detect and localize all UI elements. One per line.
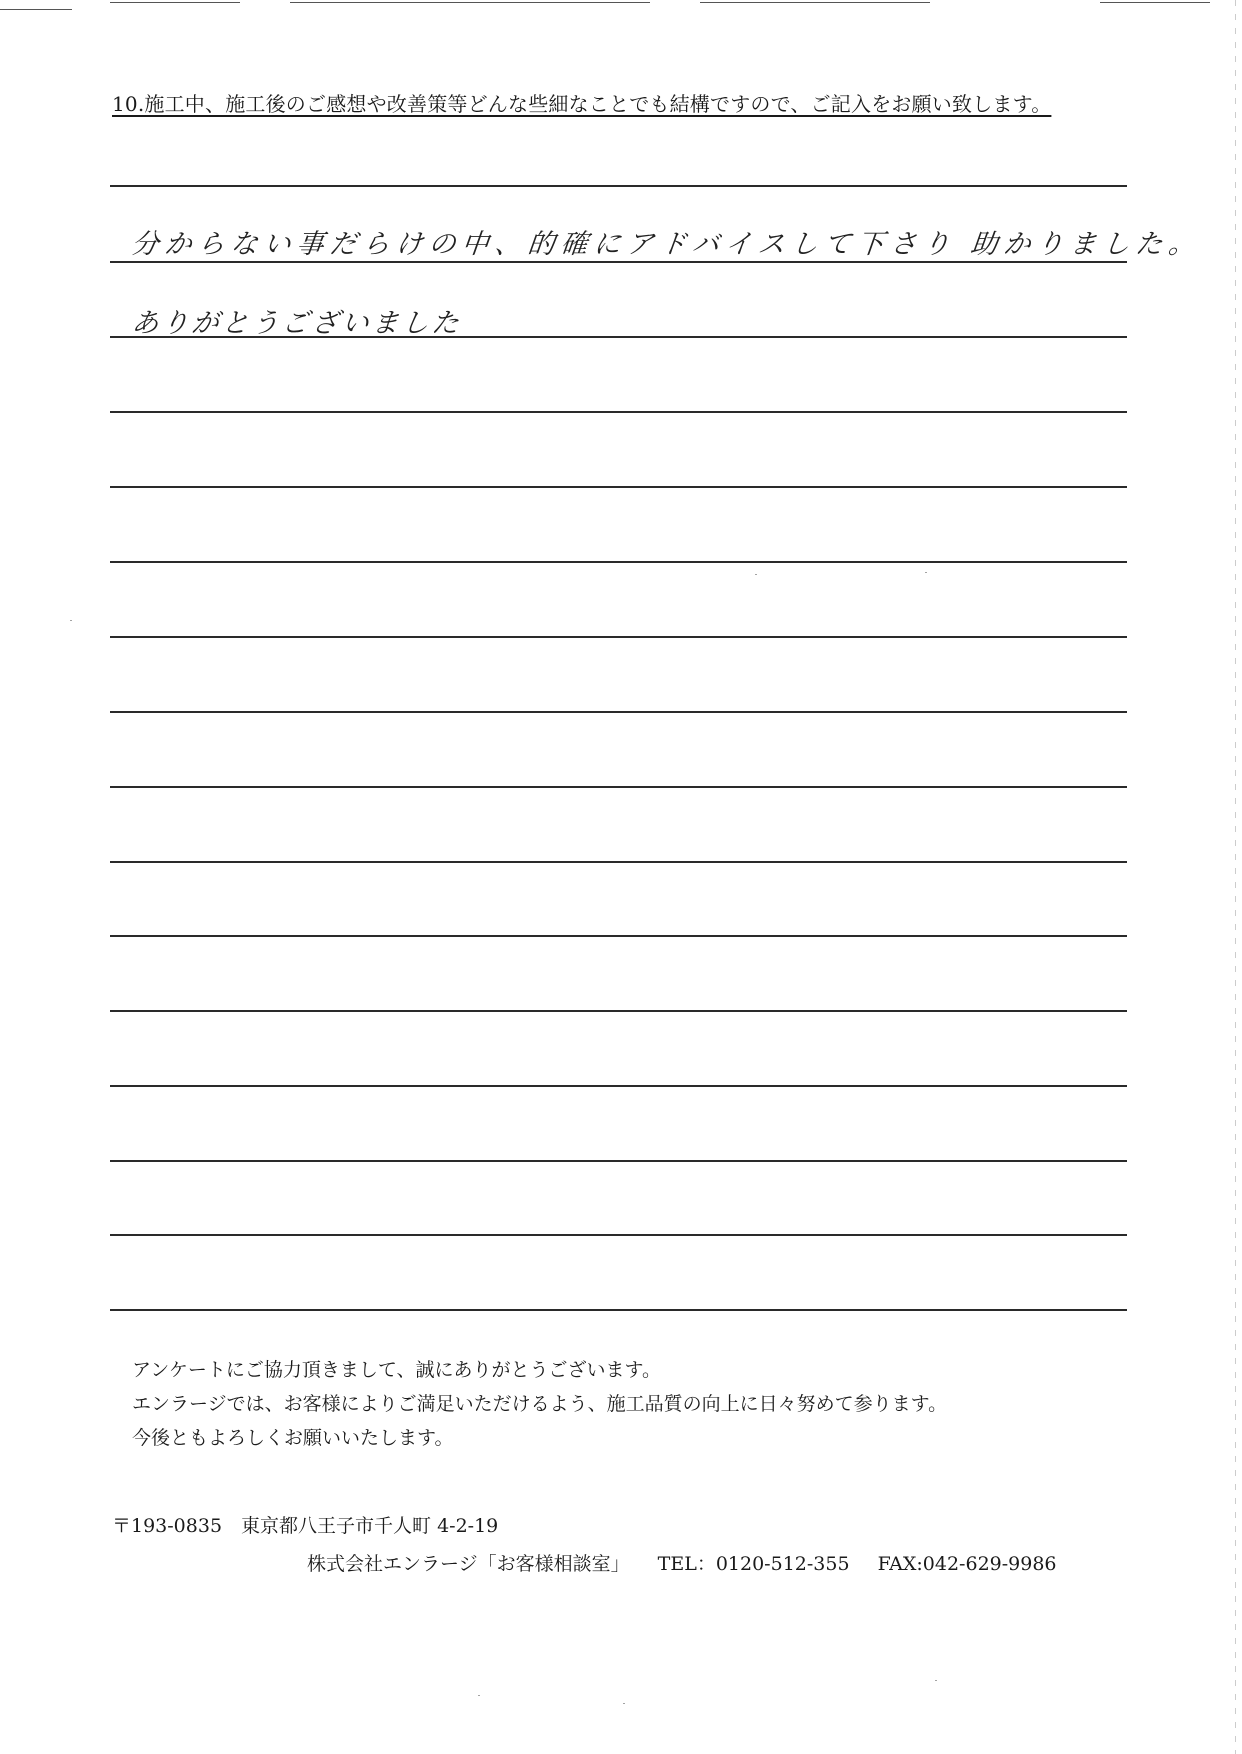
- scan-speck: [935, 1680, 937, 1681]
- scan-speck: [70, 620, 72, 621]
- ruled-line: [110, 1160, 1127, 1162]
- ruled-line: [110, 185, 1127, 187]
- handwritten-answer-line2: ありがとうございました: [130, 308, 464, 339]
- ruled-line: [110, 1010, 1127, 1012]
- closing-message: [132, 1353, 947, 1455]
- scan-speck: [623, 1703, 625, 1704]
- scan-artifact-right-edge: [1235, 0, 1236, 1754]
- scan-speck: [925, 572, 927, 573]
- ruled-line: [110, 1085, 1127, 1087]
- company-address: 〒193-0835 東京都八王子市千人町 4-2-19: [112, 1515, 499, 1537]
- ruled-line: [110, 1309, 1127, 1311]
- answer-ruled-lines: [110, 0, 1127, 1320]
- scan-speck: [478, 1695, 480, 1696]
- closing-line: 今後ともよろしくお願いいたします。: [132, 1427, 454, 1449]
- ruled-line: [110, 561, 1127, 563]
- ruled-line: [110, 636, 1127, 638]
- telephone-number: TEL：0120-512-355: [657, 1553, 850, 1575]
- handwritten-answer-line1: 分からない事だらけの中、的確にアドバイスして下さり 助かりました。: [130, 229, 1204, 260]
- fax-number: FAX:042-629-9986: [877, 1553, 1057, 1575]
- survey-question: 10.施工中、施工後のご感想や改善策等どんな些細なことでも結構ですので、ご記入をお願い致します。: [112, 92, 1052, 116]
- closing-line: エンラージでは、お客様によりご満足いただけるよう、施工品質の向上に日々努めて参ります。: [132, 1393, 948, 1415]
- ruled-line: [110, 935, 1127, 937]
- scan-speck: [755, 574, 757, 575]
- ruled-line: [110, 861, 1127, 863]
- company-contact: [307, 1549, 1057, 1576]
- ruled-line: [110, 711, 1127, 713]
- closing-line: アンケートにご協力頂きまして、誠にありがとうございます。: [132, 1359, 661, 1381]
- ruled-line: [110, 1234, 1127, 1236]
- company-name: 株式会社エンラージ「お客様相談室」: [307, 1553, 630, 1575]
- ruled-line: [110, 786, 1127, 788]
- ruled-line: [110, 486, 1127, 488]
- ruled-line: [110, 411, 1127, 413]
- ruled-line: [110, 261, 1127, 263]
